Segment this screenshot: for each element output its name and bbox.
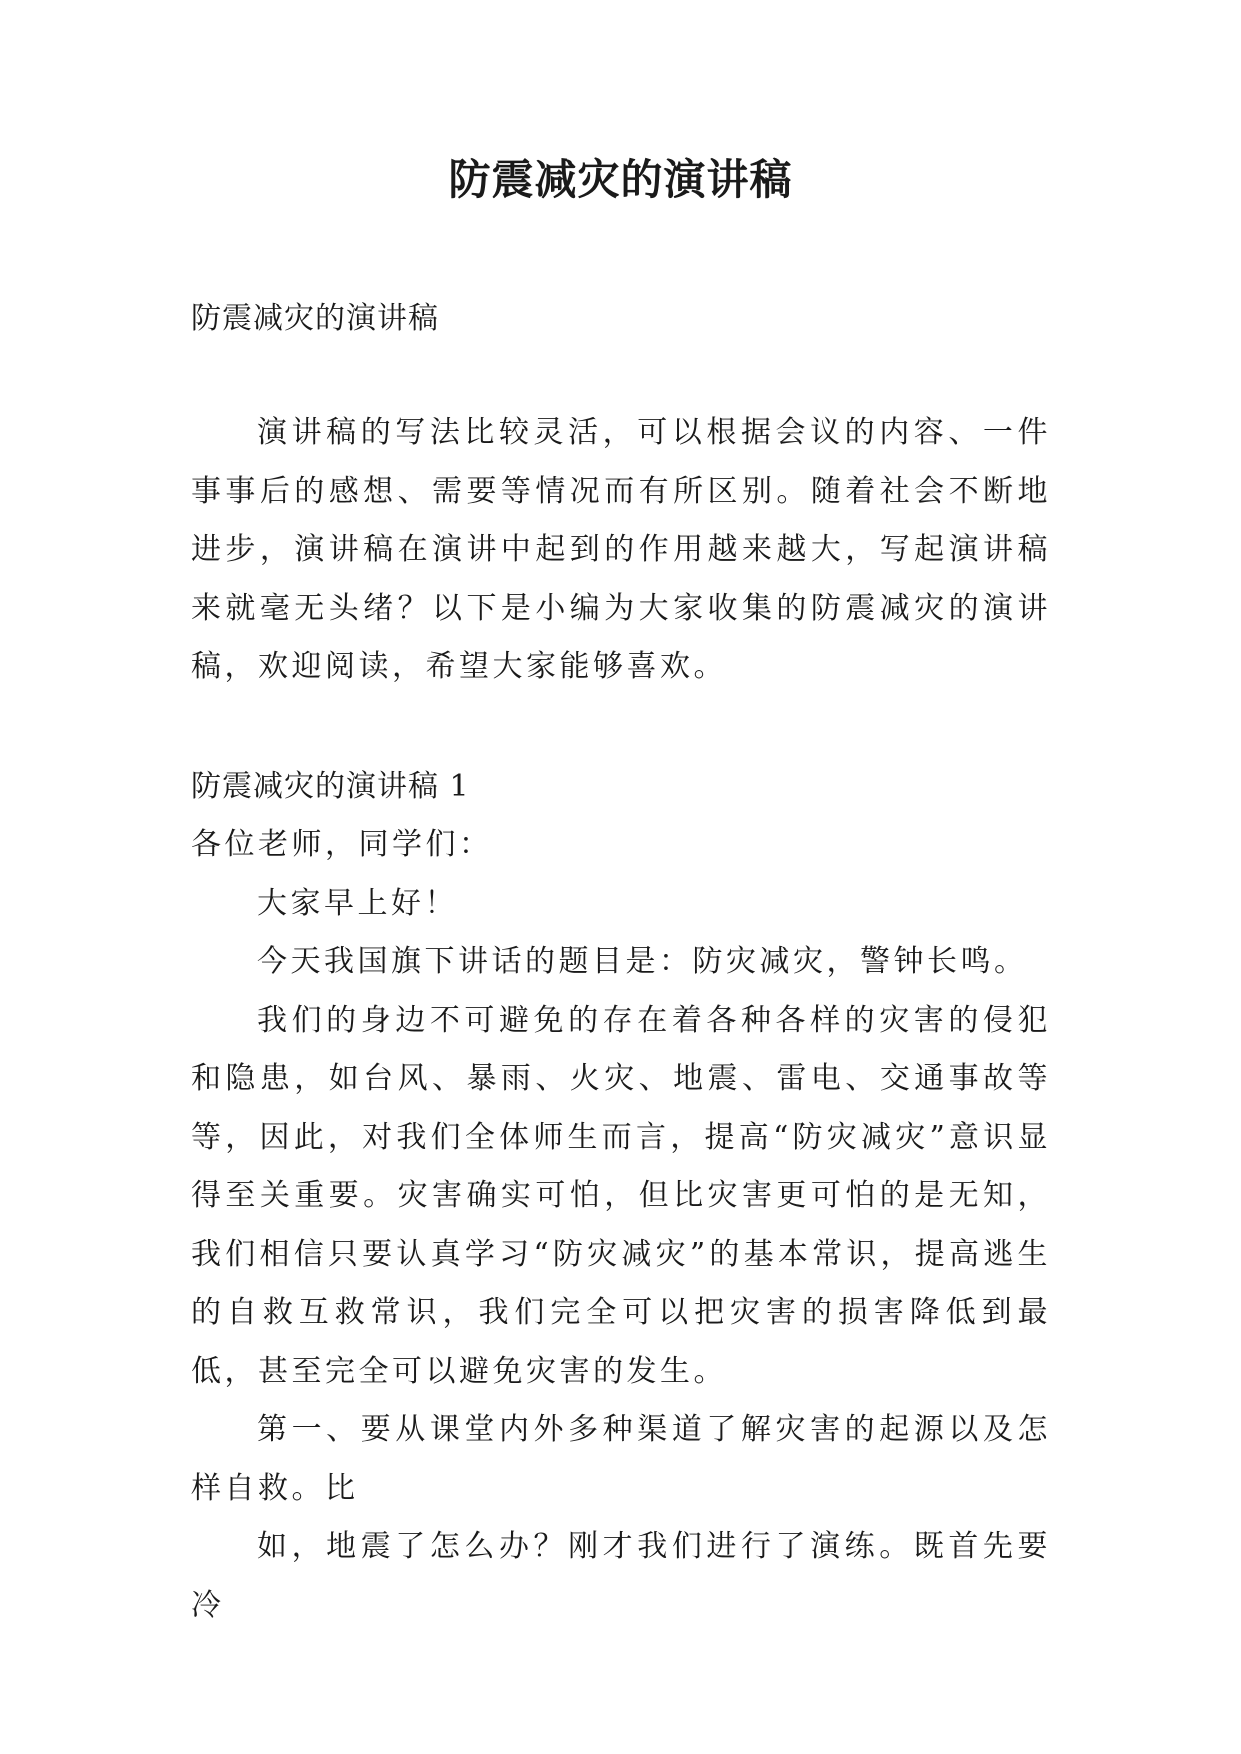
speech-paragraph: 我们的身边不可避免的存在着各种各样的灾害的侵犯和隐患，如台风、暴雨、火灾、地震、雷电、交通事故等等，因此，对我们全体师生而言，提高“防灾减灾”意识显得至关重要。灾害确实可怕，但比灾害更可怕的是无知，我们相信只要认真学习“防灾减灾”的基本常识，提高逃生的自救互救常识，我们完全可以把灾害的损害降低到最低，甚至完全可以避免灾害的发生。: [191, 1002, 1051, 1389]
salutation: 各位老师，同学们：: [191, 827, 493, 862]
document-title: 防震减灾的演讲稿: [448, 155, 793, 204]
speech-title: 防震减灾的演讲稿 1: [191, 769, 470, 804]
speech-paragraph: 今天我国旗下讲话的题目是：防灾减灾，警钟长鸣。: [257, 944, 1028, 979]
speech-paragraph: 第一、要从课堂内外多种渠道了解灾害的起源以及怎样自救。比: [191, 1412, 1051, 1506]
speech-body: [191, 816, 1051, 1635]
intro-section: [191, 404, 1051, 697]
intro-paragraph: 演讲稿的写法比较灵活，可以根据会议的内容、一件事事后的感想、需要等情况而有所区别。随着社会不断地进步，演讲稿在演讲中起到的作用越来越大，写起演讲稿来就毫无头绪？以下是小编为大家收集的防震减灾的演讲稿，欢迎阅读，希望大家能够喜欢。: [191, 415, 1051, 684]
speech-paragraph: 如，地震了怎么办？刚才我们进行了演练。既首先要冷: [191, 1529, 1051, 1623]
document-subtitle: 防震减灾的演讲稿: [191, 301, 439, 336]
greeting: 大家早上好！: [257, 885, 458, 921]
